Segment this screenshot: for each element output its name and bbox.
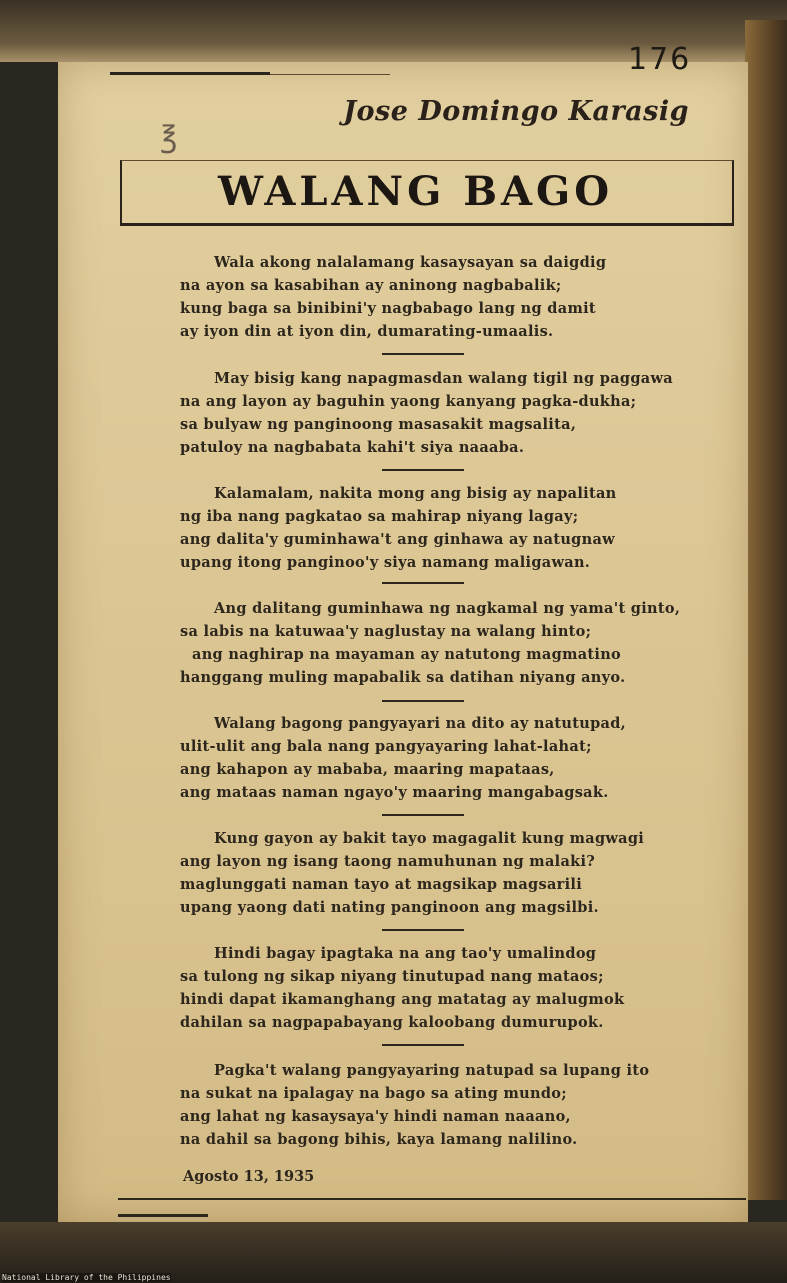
pencil-mark: ℥	[160, 120, 178, 155]
poem-line: dahilan sa nagpapabayang kaloobang dumurupok.	[180, 1014, 604, 1031]
poem-line: patuloy na nagbabata kahi't siya naaaba.	[180, 439, 525, 456]
poem-line: ang mataas naman ngayo'y maaring mangabagsak.	[180, 784, 609, 801]
top-rule	[110, 72, 270, 75]
poem-line: Kalamalam, nakita mong ang bisig ay napalitan	[214, 485, 617, 502]
stanza-divider	[382, 1044, 464, 1046]
library-watermark: National Library of the Philippines	[2, 1273, 171, 1282]
top-rule-thin	[270, 74, 390, 75]
bottom-rule	[118, 1198, 746, 1200]
scan-page-edge	[745, 20, 787, 1200]
poem-line: Ang dalitang guminhawa ng nagkamal ng yama't ginto,	[214, 600, 681, 617]
poem-line: na sukat na ipalagay na bago sa ating mundo;	[180, 1085, 567, 1102]
poem-line: maglunggati naman tayo at magsikap magsarili	[180, 876, 583, 893]
poem-line: upang yaong dati nating panginoon ang magsilbi.	[180, 899, 599, 916]
poem-date: Agosto 13, 1935	[183, 1168, 315, 1185]
poem-line: sa bulyaw ng panginoong masasakit magsalita,	[180, 416, 577, 433]
poem-line: Kung gayon ay bakit tayo magagalit kung magwagi	[214, 830, 645, 847]
poem-line: ang layon ng isang taong namuhunan ng malaki?	[180, 853, 596, 870]
stanza-divider	[382, 814, 464, 816]
poem-line: ang naghirap na mayaman ay natutong magmatino	[192, 646, 622, 663]
poem-line: ang lahat ng kasaysaya'y hindi naman naaano,	[180, 1108, 571, 1125]
poem-line: ulit-ulit ang bala nang pangyayaring lahat-lahat;	[180, 738, 592, 755]
page-number: 176	[628, 42, 692, 77]
stanza-divider	[382, 469, 464, 471]
poem-line: Hindi bagay ipagtaka na ang tao'y umalindog	[214, 945, 597, 962]
poem-title: WALANG BAGO	[218, 168, 614, 215]
poem-line: Walang bagong pangyayari na dito ay natutupad,	[214, 715, 627, 732]
poem-line: ang kahapon ay mababa, maaring mapataas,	[180, 761, 555, 778]
poem-line: Pagka't walang pangyayaring natupad sa lupang ito	[214, 1062, 650, 1079]
poem-line: upang itong panginoo'y siya namang maligawan.	[180, 554, 591, 571]
poem-line: na ang layon ay baguhin yaong kanyang pagka-dukha;	[180, 393, 637, 410]
stanza-divider	[382, 582, 464, 584]
stanza-divider	[382, 353, 464, 355]
stanza-divider	[382, 700, 464, 702]
poem-line: na dahil sa bagong bihis, kaya lamang nalilino.	[180, 1131, 578, 1148]
poem-line: ang dalita'y guminhawa't ang ginhawa ay natugnaw	[180, 531, 615, 548]
poem-line: sa labis na katuwaa'y naglustay na walang hinto;	[180, 623, 592, 640]
poem-line: ng iba nang pagkatao sa mahirap niyang lagay;	[180, 508, 579, 525]
poem-line: hindi dapat ikamanghang ang matatag ay malugmok	[180, 991, 625, 1008]
poem-line: May bisig kang napagmasdan walang tigil ng paggawa	[214, 370, 673, 387]
author-name: Jose Domingo Karasig	[343, 96, 689, 127]
bottom-rule-short	[118, 1214, 208, 1217]
poem-line: Wala akong nalalamang kasaysayan sa daigdig	[214, 254, 607, 271]
poem-line: sa tulong ng sikap niyang tinutupad nang mataos;	[180, 968, 604, 985]
poem-line: na ayon sa kasabihan ay aninong nagbabalik;	[180, 277, 562, 294]
poem-line: hanggang muling mapabalik sa datihan niyang anyo.	[180, 669, 626, 686]
poem-line: ay iyon din at iyon din, dumarating-umaalis.	[180, 323, 554, 340]
stanza-divider	[382, 929, 464, 931]
newspaper-clipping	[58, 62, 748, 1222]
poem-line: kung baga sa binibini'y nagbabago lang ng damit	[180, 300, 596, 317]
